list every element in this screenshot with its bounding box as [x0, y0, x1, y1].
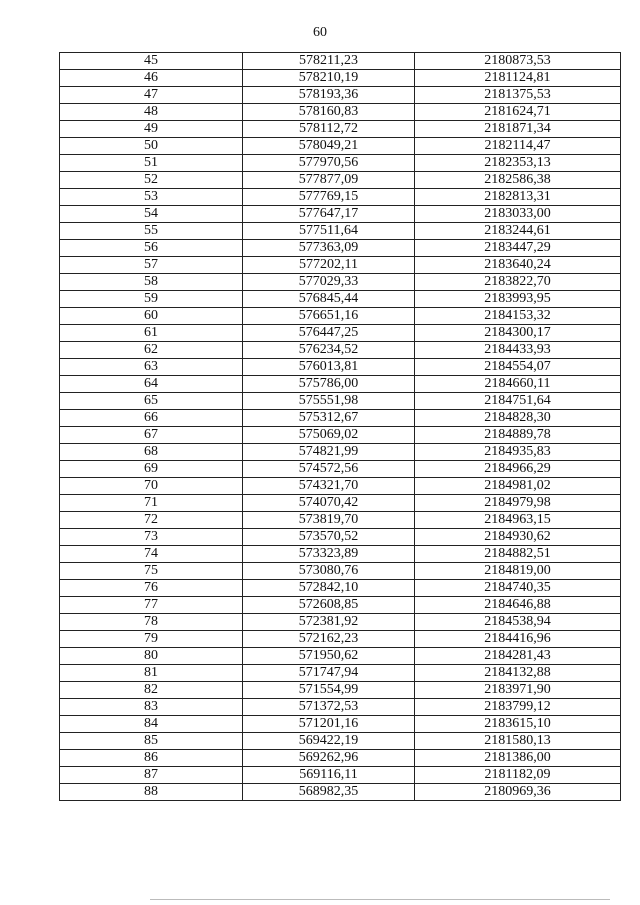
y-coordinate-cell: 2184882,51: [415, 546, 621, 563]
table-row: [60, 784, 621, 801]
table-row: [60, 70, 621, 87]
table-row: [60, 444, 621, 461]
point-number-cell: 86: [60, 750, 243, 767]
x-coordinate-cell: 573080,76: [243, 563, 415, 580]
y-coordinate-cell: 2184281,43: [415, 648, 621, 665]
x-coordinate-cell: 577769,15: [243, 189, 415, 206]
table-row: [60, 87, 621, 104]
table-row: [60, 240, 621, 257]
x-coordinate-cell: 573819,70: [243, 512, 415, 529]
x-coordinate-cell: 577877,09: [243, 172, 415, 189]
point-number-cell: 69: [60, 461, 243, 478]
point-number-cell: 61: [60, 325, 243, 342]
y-coordinate-cell: 2183822,70: [415, 274, 621, 291]
x-coordinate-cell: 572162,23: [243, 631, 415, 648]
x-coordinate-cell: 576845,44: [243, 291, 415, 308]
y-coordinate-cell: 2184740,35: [415, 580, 621, 597]
y-coordinate-cell: 2184300,17: [415, 325, 621, 342]
point-number-cell: 85: [60, 733, 243, 750]
y-coordinate-cell: 2184554,07: [415, 359, 621, 376]
y-coordinate-cell: 2184416,96: [415, 631, 621, 648]
x-coordinate-cell: 578193,36: [243, 87, 415, 104]
x-coordinate-cell: 576013,81: [243, 359, 415, 376]
table-row: [60, 342, 621, 359]
y-coordinate-cell: 2184935,83: [415, 444, 621, 461]
table-row: [60, 648, 621, 665]
table-row: [60, 682, 621, 699]
point-number-cell: 66: [60, 410, 243, 427]
coordinates-table: [59, 52, 621, 801]
x-coordinate-cell: 577363,09: [243, 240, 415, 257]
table-row: [60, 767, 621, 784]
x-coordinate-cell: 577511,64: [243, 223, 415, 240]
point-number-cell: 53: [60, 189, 243, 206]
point-number-cell: 60: [60, 308, 243, 325]
y-coordinate-cell: 2184979,98: [415, 495, 621, 512]
y-coordinate-cell: 2184538,94: [415, 614, 621, 631]
y-coordinate-cell: 2182114,47: [415, 138, 621, 155]
x-coordinate-cell: 578210,19: [243, 70, 415, 87]
point-number-cell: 59: [60, 291, 243, 308]
y-coordinate-cell: 2184433,93: [415, 342, 621, 359]
y-coordinate-cell: 2181871,34: [415, 121, 621, 138]
table-row: [60, 359, 621, 376]
table-row: [60, 546, 621, 563]
x-coordinate-cell: 576234,52: [243, 342, 415, 359]
table-row: [60, 291, 621, 308]
point-number-cell: 45: [60, 53, 243, 70]
y-coordinate-cell: 2182813,31: [415, 189, 621, 206]
x-coordinate-cell: 577647,17: [243, 206, 415, 223]
x-coordinate-cell: 578160,83: [243, 104, 415, 121]
y-coordinate-cell: 2184889,78: [415, 427, 621, 444]
x-coordinate-cell: 577970,56: [243, 155, 415, 172]
table-row: [60, 478, 621, 495]
point-number-cell: 74: [60, 546, 243, 563]
table-row: [60, 172, 621, 189]
x-coordinate-cell: 576447,25: [243, 325, 415, 342]
point-number-cell: 54: [60, 206, 243, 223]
table-row: [60, 614, 621, 631]
y-coordinate-cell: 2183993,95: [415, 291, 621, 308]
point-number-cell: 49: [60, 121, 243, 138]
table-row: [60, 529, 621, 546]
table-row: [60, 665, 621, 682]
x-coordinate-cell: 571950,62: [243, 648, 415, 665]
table-row: [60, 104, 621, 121]
y-coordinate-cell: 2180873,53: [415, 53, 621, 70]
y-coordinate-cell: 2183640,24: [415, 257, 621, 274]
point-number-cell: 62: [60, 342, 243, 359]
point-number-cell: 87: [60, 767, 243, 784]
x-coordinate-cell: 571554,99: [243, 682, 415, 699]
point-number-cell: 73: [60, 529, 243, 546]
point-number-cell: 80: [60, 648, 243, 665]
point-number-cell: 68: [60, 444, 243, 461]
table-row: [60, 597, 621, 614]
table-row: [60, 223, 621, 240]
table-row: [60, 580, 621, 597]
point-number-cell: 58: [60, 274, 243, 291]
y-coordinate-cell: 2184646,88: [415, 597, 621, 614]
point-number-cell: 64: [60, 376, 243, 393]
point-number-cell: 57: [60, 257, 243, 274]
x-coordinate-cell: 575069,02: [243, 427, 415, 444]
point-number-cell: 55: [60, 223, 243, 240]
table-row: [60, 189, 621, 206]
point-number-cell: 70: [60, 478, 243, 495]
point-number-cell: 88: [60, 784, 243, 801]
y-coordinate-cell: 2184981,02: [415, 478, 621, 495]
point-number-cell: 84: [60, 716, 243, 733]
y-coordinate-cell: 2180969,36: [415, 784, 621, 801]
x-coordinate-cell: 573570,52: [243, 529, 415, 546]
y-coordinate-cell: 2183447,29: [415, 240, 621, 257]
x-coordinate-cell: 571201,16: [243, 716, 415, 733]
y-coordinate-cell: 2181124,81: [415, 70, 621, 87]
table-row: [60, 393, 621, 410]
x-coordinate-cell: 568982,35: [243, 784, 415, 801]
x-coordinate-cell: 575312,67: [243, 410, 415, 427]
x-coordinate-cell: 569262,96: [243, 750, 415, 767]
y-coordinate-cell: 2184966,29: [415, 461, 621, 478]
point-number-cell: 72: [60, 512, 243, 529]
point-number-cell: 75: [60, 563, 243, 580]
y-coordinate-cell: 2182586,38: [415, 172, 621, 189]
x-coordinate-cell: 575551,98: [243, 393, 415, 410]
x-coordinate-cell: 571372,53: [243, 699, 415, 716]
x-coordinate-cell: 574321,70: [243, 478, 415, 495]
table-row: [60, 325, 621, 342]
y-coordinate-cell: 2181375,53: [415, 87, 621, 104]
y-coordinate-cell: 2182353,13: [415, 155, 621, 172]
point-number-cell: 51: [60, 155, 243, 172]
y-coordinate-cell: 2183033,00: [415, 206, 621, 223]
x-coordinate-cell: 573323,89: [243, 546, 415, 563]
point-number-cell: 82: [60, 682, 243, 699]
x-coordinate-cell: 574821,99: [243, 444, 415, 461]
point-number-cell: 65: [60, 393, 243, 410]
y-coordinate-cell: 2181182,09: [415, 767, 621, 784]
point-number-cell: 67: [60, 427, 243, 444]
point-number-cell: 46: [60, 70, 243, 87]
point-number-cell: 83: [60, 699, 243, 716]
page-number: 60: [313, 25, 327, 40]
bottom-divider: [150, 899, 610, 900]
y-coordinate-cell: 2183799,12: [415, 699, 621, 716]
x-coordinate-cell: 576651,16: [243, 308, 415, 325]
y-coordinate-cell: 2184963,15: [415, 512, 621, 529]
table-row: [60, 563, 621, 580]
table-row: [60, 206, 621, 223]
y-coordinate-cell: 2184660,11: [415, 376, 621, 393]
table-row: [60, 138, 621, 155]
x-coordinate-cell: 571747,94: [243, 665, 415, 682]
table-row: [60, 121, 621, 138]
table-row: [60, 308, 621, 325]
table-body: [60, 53, 621, 801]
y-coordinate-cell: 2184132,88: [415, 665, 621, 682]
x-coordinate-cell: 578211,23: [243, 53, 415, 70]
point-number-cell: 63: [60, 359, 243, 376]
x-coordinate-cell: 572608,85: [243, 597, 415, 614]
x-coordinate-cell: 578049,21: [243, 138, 415, 155]
x-coordinate-cell: 574070,42: [243, 495, 415, 512]
y-coordinate-cell: 2183244,61: [415, 223, 621, 240]
y-coordinate-cell: 2184751,64: [415, 393, 621, 410]
point-number-cell: 47: [60, 87, 243, 104]
point-number-cell: 56: [60, 240, 243, 257]
y-coordinate-cell: 2181580,13: [415, 733, 621, 750]
table-row: [60, 631, 621, 648]
table-row: [60, 155, 621, 172]
table-row: [60, 376, 621, 393]
x-coordinate-cell: 572842,10: [243, 580, 415, 597]
table-row: [60, 750, 621, 767]
point-number-cell: 48: [60, 104, 243, 121]
y-coordinate-cell: 2183971,90: [415, 682, 621, 699]
y-coordinate-cell: 2184153,32: [415, 308, 621, 325]
y-coordinate-cell: 2181386,00: [415, 750, 621, 767]
x-coordinate-cell: 569422,19: [243, 733, 415, 750]
point-number-cell: 52: [60, 172, 243, 189]
table-row: [60, 716, 621, 733]
table-row: [60, 461, 621, 478]
y-coordinate-cell: 2183615,10: [415, 716, 621, 733]
y-coordinate-cell: 2184819,00: [415, 563, 621, 580]
table-row: [60, 495, 621, 512]
point-number-cell: 78: [60, 614, 243, 631]
point-number-cell: 81: [60, 665, 243, 682]
point-number-cell: 71: [60, 495, 243, 512]
y-coordinate-cell: 2184828,30: [415, 410, 621, 427]
x-coordinate-cell: 575786,00: [243, 376, 415, 393]
table-row: [60, 53, 621, 70]
x-coordinate-cell: 577029,33: [243, 274, 415, 291]
table-row: [60, 410, 621, 427]
table-row: [60, 257, 621, 274]
x-coordinate-cell: 577202,11: [243, 257, 415, 274]
point-number-cell: 50: [60, 138, 243, 155]
point-number-cell: 77: [60, 597, 243, 614]
point-number-cell: 76: [60, 580, 243, 597]
y-coordinate-cell: 2181624,71: [415, 104, 621, 121]
x-coordinate-cell: 574572,56: [243, 461, 415, 478]
table-row: [60, 427, 621, 444]
x-coordinate-cell: 572381,92: [243, 614, 415, 631]
point-number-cell: 79: [60, 631, 243, 648]
y-coordinate-cell: 2184930,62: [415, 529, 621, 546]
x-coordinate-cell: 578112,72: [243, 121, 415, 138]
table-row: [60, 733, 621, 750]
x-coordinate-cell: 569116,11: [243, 767, 415, 784]
table-row: [60, 699, 621, 716]
table-row: [60, 274, 621, 291]
table-row: [60, 512, 621, 529]
